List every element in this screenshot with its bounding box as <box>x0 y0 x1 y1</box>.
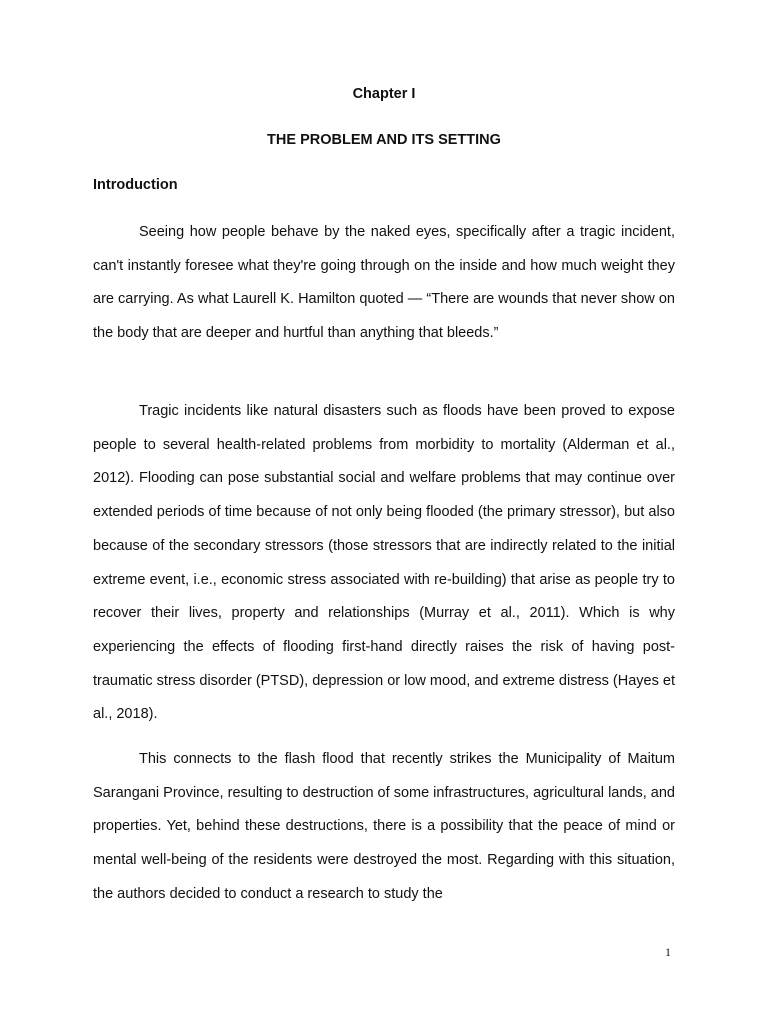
paragraph-text: This connects to the flash flood that recently strikes the Municipality of Maitum Sarangani Province, resulting to destruction of some infrastructures, agricultural lands, and properties. Yet, behind these destructions, there is a possibility that the peace of mind or mental well-being of the residents were destroyed the most. Regarding with this situation, the authors decided to conduct a research to study the <box>93 751 675 902</box>
paragraph-text: Seeing how people behave by the naked eyes, specifically after a tragic incident, can't instantly foresee what they're going through on the inside and how much weight they are carrying. As what Laurell K. Hamilton quoted — “There are wounds that never show on the body that are deeper and hurtful than anything that bleeds.” <box>93 224 675 342</box>
paragraph-text: Tragic incidents like natural disasters such as floods have been proved to expose people to several health-related problems from morbidity to mortality (Alderman et al., 2012). Flooding can pose substantial social and welfare problems that may continue over extended periods of time because of not only being flooded (the primary stressor), but also because of the secondary stressors (those stressors that are indirectly related to the initial extreme event, i.e., economic stress associated with re-building) that arise as people try to recover their lives, property and relationships (Murray et al., 2011). Which is why experiencing the effects of flooding first-hand directly raises the risk of having post-traumatic stress disorder (PTSD), depression or low mood, and extreme distress (Hayes et al., 2018). <box>93 403 675 723</box>
paragraph-3 <box>93 743 675 912</box>
paragraph-1 <box>93 216 675 351</box>
paragraph-2 <box>93 395 675 732</box>
page-number: 1 <box>665 945 671 959</box>
section-heading: Introduction <box>93 177 178 193</box>
chapter-title: THE PROBLEM AND ITS SETTING <box>267 132 501 148</box>
chapter-label: Chapter I <box>352 86 416 102</box>
